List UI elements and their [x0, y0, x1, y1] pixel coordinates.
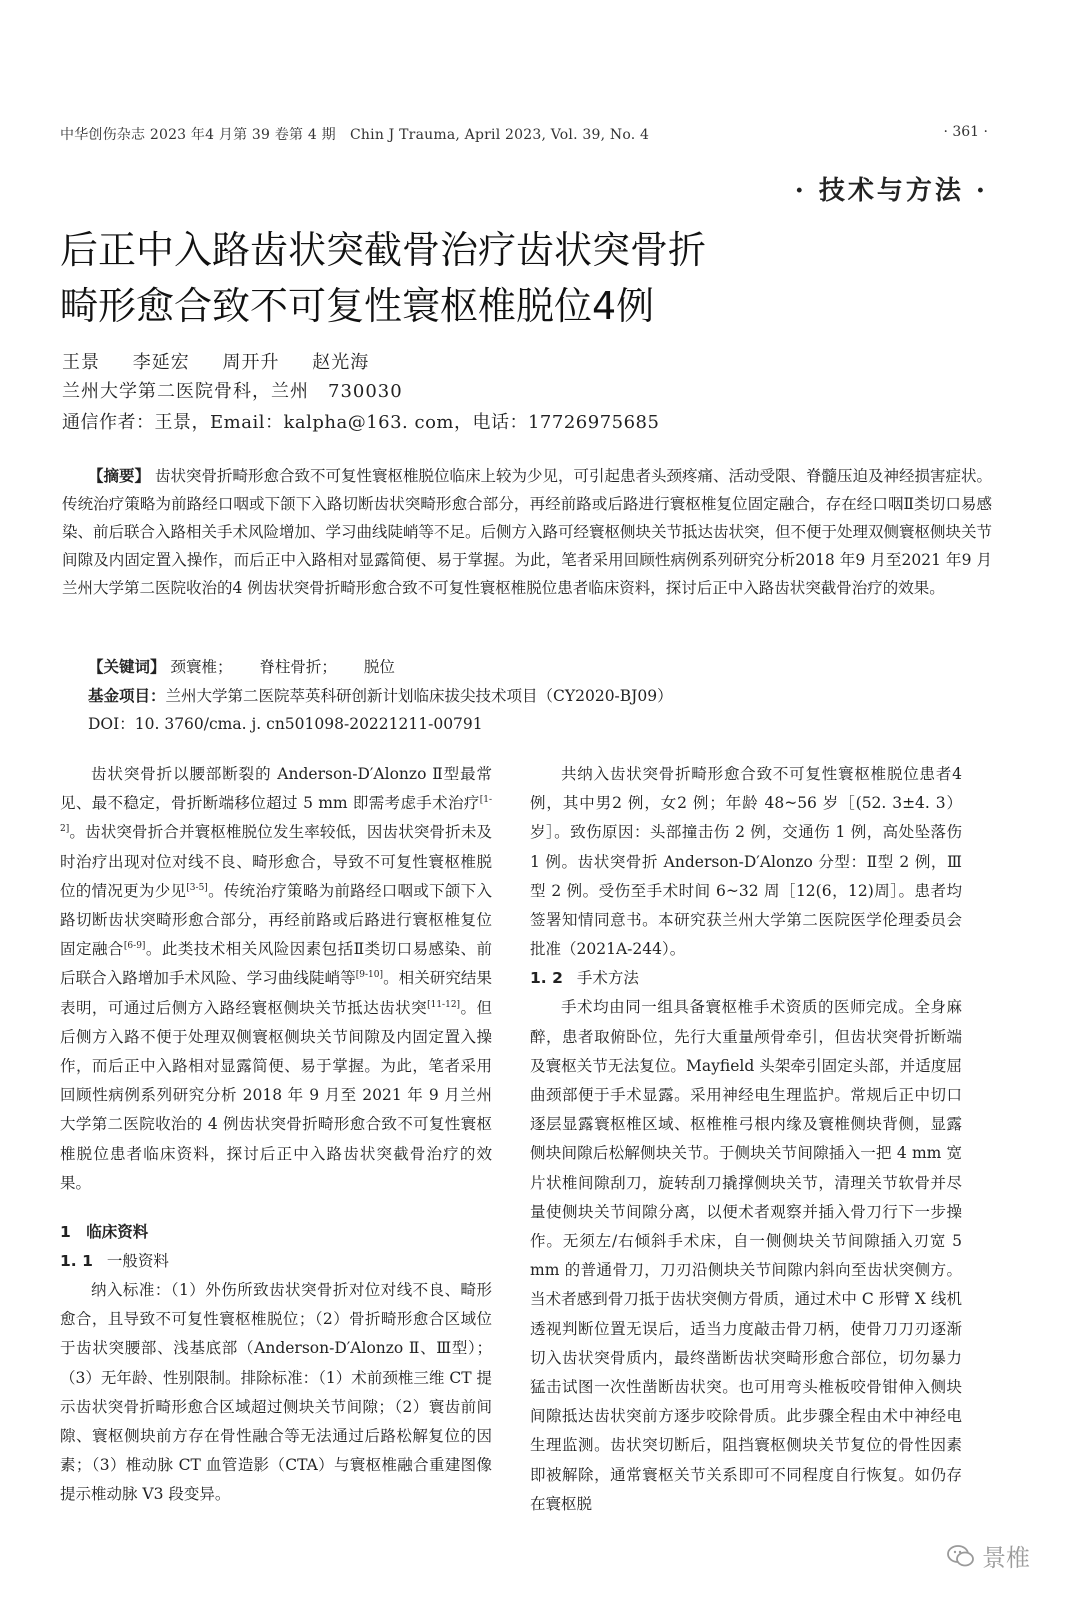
abstract-label: 【摘要】 [88, 467, 151, 485]
abstract-text: 齿状突骨折畸形愈合致不可复性寰枢椎脱位临床上较为少见，可引起患者头颈疼痛、活动受限、脊髓压迫及神经损害症状。传统治疗策略为前路经口咽或下颌下入路切断齿状突畸形愈合部分，再经前路或后路进行寰枢椎复位固定融合，存在经口咽Ⅱ类切口易感染、前后联合入路相关手术风险增加、学习曲线陡峭等不足。后侧方入路可经寰枢侧块关节抵达齿状突，但不便于处理双侧寰枢侧块关节间隙及内固定置入操作，而后正中入路相对显露简便、易于掌握。为此，笔者采用回顾性病例系列研究分析2018 年9 月至2021 年9 月兰州大学第二医院收治的4 例齿状突骨折畸形愈合致不可复性寰枢椎脱位患者临床资料，探讨后正中入路齿状突截骨治疗的效果。 [62, 467, 993, 597]
subsection-title: 手术方法 [576, 969, 639, 988]
watermark [946, 1538, 1030, 1573]
body-paragraph: 纳入标准：（1）外伤所致齿状突骨折对位对线不良、畸形愈合，且导致不可复性寰枢椎脱位；（2）骨折畸形愈合区域位于齿状突腰部、浅基底部（Anderson-D′Alonzo Ⅱ、Ⅲ型）；（3）无年龄、性别限制。排除标准：（1）术前颈椎三维 CT 提示齿状突骨折畸形愈合区域超过侧块关节间隙；（2）寰齿前间隙、寰枢侧块前方存在骨性融合等无法通过后路松解复位的因素；（3）椎动脉 CT 血管造影（CTA）与寰枢椎融合重建图像提示椎动脉 V3 段变异。 [60, 1281, 492, 1504]
fund-info [88, 684, 673, 706]
citation[interactable]: [9-10] [355, 970, 384, 981]
page-number: · 361 · [943, 124, 988, 140]
author: 赵光海 [312, 352, 370, 373]
subsection-number: 1. 2 [530, 969, 563, 988]
section-label: · 技术与方法 · [794, 176, 988, 206]
intro-paragraph [60, 760, 492, 1198]
fund-label: 基金项目： [88, 687, 166, 705]
text-run: 。传统治疗策略为前路经口咽或下颌下入路切断齿状突畸形愈合部分，再经前路或后路进行寰枢椎复位固定融合 [60, 881, 492, 959]
body-paragraph: 手术均由同一组具备寰枢椎手术资质的医师完成。全身麻醉，患者取俯卧位，先行大重量颅骨牵引，但齿状突骨折断端及寰枢关节无法复位。Mayfield 头架牵引固定头部，并适度屈曲颈部便于手术显露。采用神经电生理监护。常规后正中切口逐层显露寰枢椎区域、枢椎椎弓根内缘及寰椎侧块背侧，显露侧块间隙后松解侧块关节。于侧块关节间隙插入一把 4 mm 宽片状椎间隙刮刀，旋转刮刀撬撑侧块关节，清理关节软骨并尽量使侧块关节间隙分离，以便术者观察并插入骨刀行下一步操作。无须左/右倾斜手术床，自一侧侧块关节间隙插入刃宽 5 mm 的普通骨刀，刀刃沿侧块关节间隙内斜向至齿状突侧方。当术者感到骨刀抵于齿状突侧方骨质，通过术中 C 形臂 X 线机透视判断位置无误后，适当力度敲击骨刀柄，使骨刀刀刃逐渐切入齿状突骨质内，最终凿断齿状突畸形愈合部位，切勿暴力猛击试图一次性凿断齿状突。也可用弯头椎板咬骨钳伸入侧块间隙抵达齿状突前方逐步咬除骨质。此步骤全程由术中神经电生理监测。齿状突切断后，阻挡寰枢侧块关节复位的骨性因素即被解除，通常寰枢关节关系即可不同程度自行恢复。如仍存在寰枢脱 [530, 998, 962, 1513]
keywords [88, 655, 417, 677]
subsection-number: 1. 1 [60, 1252, 93, 1271]
author-list [62, 348, 395, 374]
citation[interactable]: [6-9] [123, 941, 146, 952]
keyword: 颈寰椎； [170, 658, 233, 676]
watermark-text: 景椎 [982, 1544, 1030, 1572]
affiliation: 兰州大学第二医院骨科，兰州 730030 [62, 381, 403, 402]
section-heading: 1 临床资料 [60, 1223, 149, 1242]
citation[interactable]: [1-2] [60, 795, 492, 835]
text-run: 。相关研究结果表明，可通过后侧方入路经寰枢侧块关节抵达齿状突 [60, 969, 492, 1017]
text-run: 。齿状突骨折合并寰枢椎脱位发生率较低，因齿状突骨折未及时治疗出现对位对线不良、畸形愈合，导致不可复性寰枢椎脱位的情况更为少见 [60, 823, 492, 900]
wechat-icon [946, 1543, 976, 1569]
abstract [62, 462, 992, 602]
text-run: 齿状突骨折以腰部断裂的 Anderson-D′Alonzo Ⅱ型最常见、最不稳定，骨折断端移位超过 5 mm 即需考虑手术治疗 [60, 765, 492, 813]
keyword: 脱位 [363, 658, 395, 676]
corresponding-author: 通信作者：王景，Email：kalpha@163. com，电话：17726975685 [62, 412, 660, 433]
left-column [60, 760, 492, 1510]
keywords-label: 【关键词】 [88, 658, 166, 676]
right-column [530, 760, 962, 1519]
author: 周开升 [222, 352, 280, 373]
keyword: 脊柱骨折； [259, 658, 337, 676]
body-paragraph: 共纳入齿状突骨折畸形愈合致不可复性寰枢椎脱位患者4 例，其中男2 例，女2 例；年龄 48~56 岁［(52. 3±4. 3）岁］。致伤原因：头部撞击伤 2 例，交通伤 1 例，高处坠落伤 1 例。齿状突骨折 Anderson-D′Alonzo 分型：Ⅱ型 2 例，Ⅲ型 2 例。受伤至手术时间 6~32 周［12(6，12)周］。患者均签署知情同意书。本研究获兰州大学第二医院医学伦理委员会批准（2021A-244）。 [530, 765, 962, 959]
subsection-heading [60, 1247, 492, 1276]
text-run: 。但后侧方入路不便于处理双侧寰枢侧块关节间隙及内固定置入操作，而后正中入路相对显露简便、易于掌握。为此，笔者采用回顾性病例系列研究分析 2018 年 9 月至 2021 年 9 月兰州大学第二医院收治的 4 例齿状突骨折畸形愈合致不可复性寰枢椎脱位患者临床资料，探讨后正中入路齿状突截骨治疗的效果。 [60, 998, 492, 1192]
article-title [60, 222, 960, 334]
doi: DOI：10. 3760/cma. j. cn501098-20221211-00791 [88, 715, 483, 733]
author: 王景 [62, 352, 100, 373]
citation[interactable]: [3-5] [186, 882, 208, 893]
subsection-title: 一般资料 [106, 1252, 169, 1271]
fund-text: 兰州大学第二医院萃英科研创新计划临床拔尖技术项目（CY2020-BJ09） [165, 687, 673, 705]
subsection-heading [530, 964, 962, 993]
text-run: 。此类技术相关风险因素包括Ⅱ类切口易感染、前后联合入路增加手术风险、学习曲线陡峭等 [60, 940, 492, 988]
title-line-2: 畸形愈合致不可复性寰枢椎脱位4例 [60, 284, 655, 328]
author: 李延宏 [132, 352, 190, 373]
citation[interactable]: [11-12] [427, 999, 461, 1010]
title-line-1: 后正中入路齿状突截骨治疗齿状突骨折 [60, 228, 707, 272]
journal-header: 中华创伤杂志 2023 年4 月第 39 卷第 4 期 Chin J Trauma, April 2023, Vol. 39, No. 4 [60, 127, 650, 143]
